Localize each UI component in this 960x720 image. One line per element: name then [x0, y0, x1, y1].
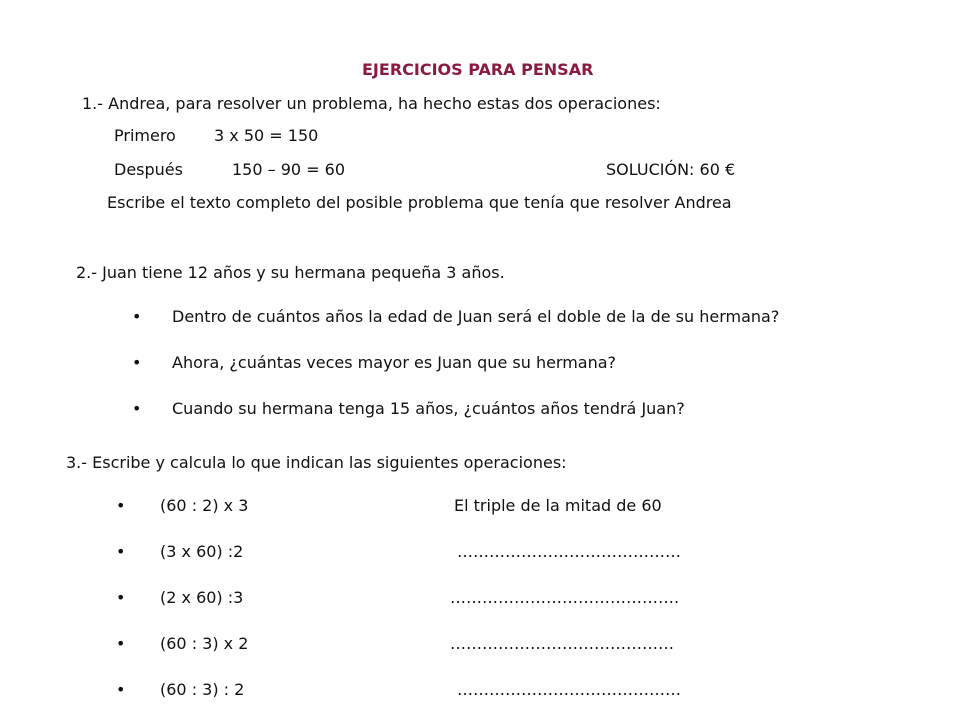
exercise-2-question-2: Ahora, ¿cuántas veces mayor es Juan que su hermana?	[172, 353, 617, 372]
exercise-3-answer-4-blank: ……………………………………	[450, 634, 674, 653]
exercise-1-step2-operation: 150 – 90 = 60	[232, 160, 346, 179]
bullet-icon: •	[116, 496, 126, 515]
exercise-3-operation-4: (60 : 3) x 2	[160, 634, 249, 653]
exercise-3-operation-1: (60 : 2) x 3	[160, 496, 249, 515]
exercise-1-solution: SOLUCIÓN: 60 €	[606, 160, 736, 179]
bullet-icon: •	[116, 634, 126, 653]
exercise-3-intro: 3.- Escribe y calcula lo que indican las siguientes operaciones:	[66, 453, 567, 472]
exercise-3-operation-2: (3 x 60) :2	[160, 542, 244, 561]
exercise-2-question-3: Cuando su hermana tenga 15 años, ¿cuántos años tendrá Juan?	[172, 399, 685, 418]
bullet-icon: •	[132, 307, 142, 326]
bullet-icon: •	[116, 680, 126, 699]
exercise-3-operation-5: (60 : 3) : 2	[160, 680, 245, 699]
bullet-icon: •	[132, 399, 142, 418]
page-title: EJERCICIOS PARA PENSAR	[362, 60, 594, 79]
exercise-3-operation-3: (2 x 60) :3	[160, 588, 244, 607]
exercise-1-task: Escribe el texto completo del posible problema que tenía que resolver Andrea	[107, 193, 732, 212]
exercise-1-step2-label: Después	[114, 160, 183, 179]
bullet-icon: •	[132, 353, 142, 372]
bullet-icon: •	[116, 588, 126, 607]
exercise-3-answer-2-blank: ……………………………………	[457, 542, 681, 561]
exercise-3-answer-3-blank: …………………………………….	[450, 588, 680, 607]
exercise-1-intro: 1.- Andrea, para resolver un problema, ha hecho estas dos operaciones:	[82, 94, 661, 113]
exercise-1-step1-label: Primero	[114, 126, 176, 145]
exercise-2-intro: 2.- Juan tiene 12 años y su hermana pequeña 3 años.	[76, 263, 505, 282]
exercise-1-step1-operation: 3 x 50 = 150	[214, 126, 319, 145]
bullet-icon: •	[116, 542, 126, 561]
exercise-3-answer-1: El triple de la mitad de 60	[454, 496, 662, 515]
exercise-3-answer-5-blank: ……………………………………	[457, 680, 681, 699]
exercise-2-question-1: Dentro de cuántos años la edad de Juan será el doble de la de su hermana?	[172, 307, 780, 326]
